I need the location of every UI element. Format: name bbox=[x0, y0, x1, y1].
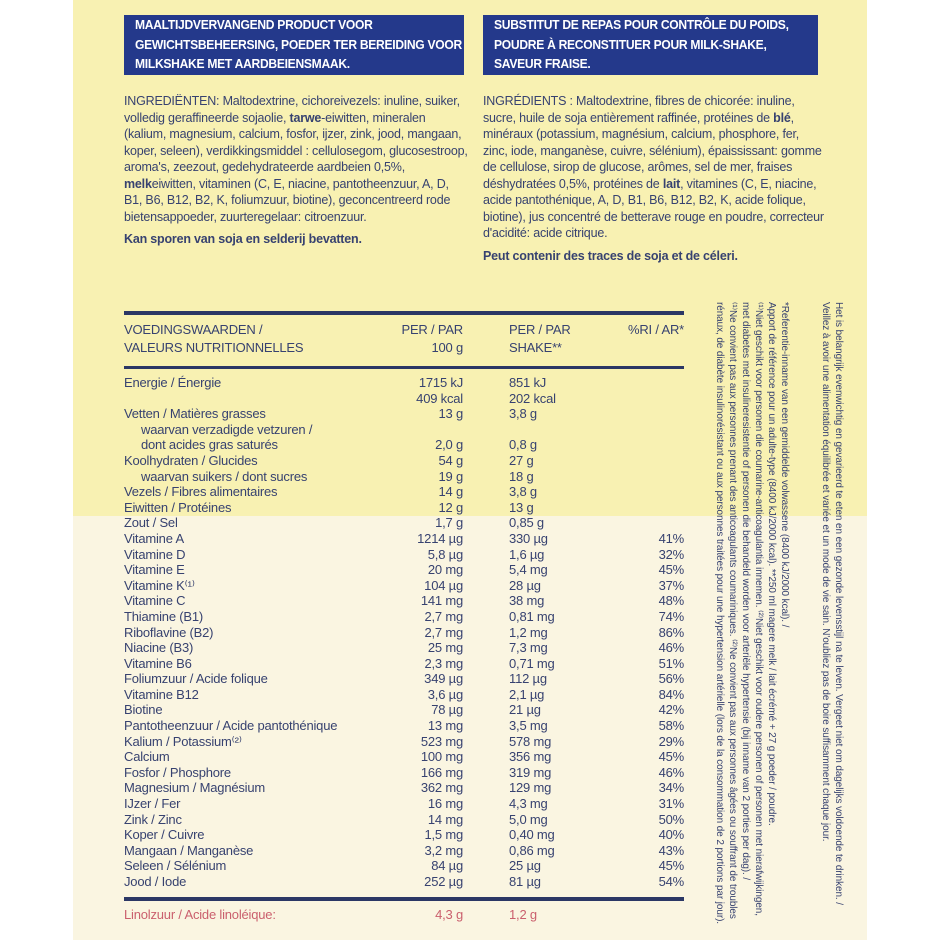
table-row: Energie / Énergie 1715 kJ 851 kJ bbox=[124, 375, 547, 390]
label-sheet bbox=[73, 0, 867, 940]
table-rule-bottom bbox=[124, 897, 684, 901]
claim-box-fr bbox=[483, 15, 818, 75]
table-row: Vitamine E 20 mg 5,4 mg 45% bbox=[124, 562, 684, 578]
table-row: Calcium 100 mg 356 mg 45% bbox=[124, 749, 684, 765]
ingredients-fr bbox=[483, 93, 825, 264]
linoleic-acid-row: Linolzuur / Acide linoléique: 4,3 g 1,2 g bbox=[124, 907, 537, 922]
side-note-advice bbox=[819, 302, 845, 940]
table-row: Pantotheenzuur / Acide pantothénique 13 mg 3,5 mg 58% bbox=[124, 718, 684, 734]
traces-fr: Peut contenir des traces de soja et de céleri. bbox=[483, 248, 738, 263]
table-row: Koper / Cuivre 1,5 mg 0,40 mg 40% bbox=[124, 827, 684, 843]
claim-line: SAVEUR FRAISE. bbox=[494, 57, 591, 71]
table-row: Niacine (B3) 25 mg 7,3 mg 46% bbox=[124, 640, 684, 656]
side-notes-rotated bbox=[713, 302, 845, 940]
col-header-per-100g: PER / PAR 100 g bbox=[401, 322, 463, 355]
traces-nl: Kan sporen van soja en selderij bevatten. bbox=[124, 232, 362, 246]
table-row: Vitamine B12 3,6 µg 2,1 µg 84% bbox=[124, 686, 684, 702]
table-row: Eiwitten / Protéines 12 g 13 g bbox=[124, 499, 534, 515]
side-note-line: met diabetes met insulineresistentie of personen die behandeld worden voor arteriële hypertensie (bij inname van 2 porties per dag). / bbox=[740, 302, 751, 881]
ingredients-nl-text: INGREDIËNTEN: Maltodextrine, cichoreivezels: inuline, suiker, volledig geraffineerde sojaolie, tarwe-eiwitten, mineralen (kalium, magnesium, calcium, fosfor, ijzer, zink, jood, mangaan, koper, seleen), verdikkingsmiddel : cellulosegom, glucosestroop, aroma's, zeezout, gedehydrateerde aardbeien 0,5%, melkeiwitten, vitaminen (C, E, niacine, pantotheenzuur, A, D, B1, B6, B12, B2, K, foliumzuur, biotine), geconcentreerd rode bietensappoeder, zuurteregelaar: citroenzuur. bbox=[124, 94, 468, 224]
table-row: Vitamine C 141 mg 38 mg 48% bbox=[124, 593, 684, 609]
table-row: Kalium / Potassium⁽²⁾ 523 mg 578 mg 29% bbox=[124, 733, 684, 749]
side-note-line: Het is belangrijk evenwichtig en gevarieerd te eten en een gezonde levensstijl na te leven. Vergeet niet om dagelijks voldoende te drinken. / bbox=[833, 302, 844, 905]
side-note-line: Veillez à avoir une alimentation équilibrée et variée et un mode de vie sain. N'oubliez pas de boire suffisamment chaque jour. bbox=[820, 302, 831, 842]
table-row: 409 kcal 202 kcal bbox=[416, 390, 556, 406]
col-header-per-shake: PER / PAR SHAKE** bbox=[509, 322, 571, 355]
side-note-line: Apport de référence pour un adulte-type (8400 kJ/2000 kcal). **250 ml magere melk / lait écrémé + 27 g poeder / poudre. bbox=[766, 302, 777, 826]
col-header-ri: %RI / AR* bbox=[628, 322, 684, 337]
table-row: waarvan verzadigde vetzuren / bbox=[141, 421, 313, 437]
table-row: Magnesium / Magnésium 362 mg 129 mg 34% bbox=[124, 780, 684, 796]
table-row: Mangaan / Manganèse 3,2 mg 0,86 mg 43% bbox=[124, 842, 684, 858]
side-note-footnotes bbox=[713, 302, 791, 940]
table-row: Zink / Zinc 14 mg 5,0 mg 50% bbox=[124, 811, 684, 827]
ingredients-fr-text: INGRÉDIENTS : Maltodextrine, fibres de chicorée: inuline, sucre, huile de soja entièrement raffinée, protéines de blé, minéraux (potassium, magnésium, calcium, phosphore, fer, zinc, iode, manganèse, cuivre, sélénium), épaississant: gomme de cellulose, sirop de glucose, arômes, sel de mer, fraises déshydratées 0,5%, protéines de lait, vitamines (C, E, niacine, acide pantothénique, A, D, B1, B6, B12, B2, K, acide folique, biotine), jus concentré de betterave rouge en poudre, correcteur d'acidité: acide citrique. bbox=[483, 94, 824, 240]
claim-line: SUBSTITUT DE REPAS POUR CONTRÔLE DU POIDS, bbox=[494, 18, 789, 32]
table-row: Vetten / Matières grasses 13 g 3,8 g bbox=[124, 406, 537, 422]
side-note-line: *Referentie-inname van een gemiddelde volwassene (8400 kJ/2000 kcal). / bbox=[779, 302, 790, 628]
claim-box-nl bbox=[124, 15, 464, 75]
table-rows bbox=[124, 375, 684, 890]
ingredients-nl bbox=[124, 93, 470, 248]
table-row: Vitamine K⁽¹⁾ 104 µg 28 µg 37% bbox=[124, 577, 684, 593]
table-row: Koolhydraten / Glucides 54 g 27 g bbox=[124, 452, 534, 468]
table-row: Vitamine B6 2,3 mg 0,71 mg 51% bbox=[124, 655, 684, 671]
table-row: Biotine 78 µg 21 µg 42% bbox=[124, 702, 684, 718]
table-title: VOEDINGSWAARDEN / VALEURS NUTRITIONNELLES bbox=[124, 322, 304, 355]
table-rule-top bbox=[124, 311, 684, 315]
side-note-line: ⁽¹⁾Ne convient pas aux personnes prenant des anticoagulants coumariniques. ⁽²⁾Ne convient pas aux personnes âgées ou souffrant de troubles bbox=[727, 302, 738, 919]
side-note-line: ⁽¹⁾Niet geschikt voor personen die coumarine-anticoagulantia innemen. ⁽²⁾Niet geschikt voor oudere personen of personen met nierafwijkingen, bbox=[753, 302, 764, 916]
table-row: Foliumzuur / Acide folique 349 µg 112 µg 56% bbox=[124, 671, 684, 687]
claim-line: GEWICHTSBEHEERSING, POEDER TER BEREIDING VOOR bbox=[135, 37, 462, 52]
table-rule-mid bbox=[124, 366, 684, 369]
table-row: Vezels / Fibres alimentaires 14 g 3,8 g bbox=[124, 484, 537, 500]
table-row: Riboflavine (B2) 2,7 mg 1,2 mg 86% bbox=[124, 624, 684, 640]
table-row: dont acides gras saturés 2,0 g 0,8 g bbox=[141, 437, 537, 453]
table-row: IJzer / Fer 16 mg 4,3 mg 31% bbox=[124, 796, 684, 812]
table-row: Vitamine D 5,8 µg 1,6 µg 32% bbox=[124, 546, 684, 562]
table-row: Seleen / Sélénium 84 µg 25 µg 45% bbox=[124, 858, 684, 874]
side-note-line: rénaux, de diabète insulinorésistant ou aux personnes traitées pour une hypertension artérielle (lors de la consommation de 2 portions par jour). bbox=[714, 302, 725, 924]
claim-line: MILKSHAKE MET AARDBEIENSMAAK. bbox=[135, 57, 350, 71]
claim-line: MAALTIJDVERVANGEND PRODUCT VOOR bbox=[135, 18, 373, 32]
table-row: Vitamine A 1214 µg 330 µg 41% bbox=[124, 530, 684, 546]
table-row: Thiamine (B1) 2,7 mg 0,81 mg 74% bbox=[124, 608, 684, 624]
table-row: Zout / Sel 1,7 g 0,85 g bbox=[124, 515, 544, 531]
table-row: waarvan suikers / dont sucres 19 g 18 g bbox=[141, 468, 534, 484]
claim-line: POUDRE À RECONSTITUER POUR MILK-SHAKE, bbox=[494, 37, 767, 52]
table-row: Fosfor / Phosphore 166 mg 319 mg 46% bbox=[124, 764, 684, 780]
table-row: Jood / Iode 252 µg 81 µg 54% bbox=[124, 874, 684, 889]
